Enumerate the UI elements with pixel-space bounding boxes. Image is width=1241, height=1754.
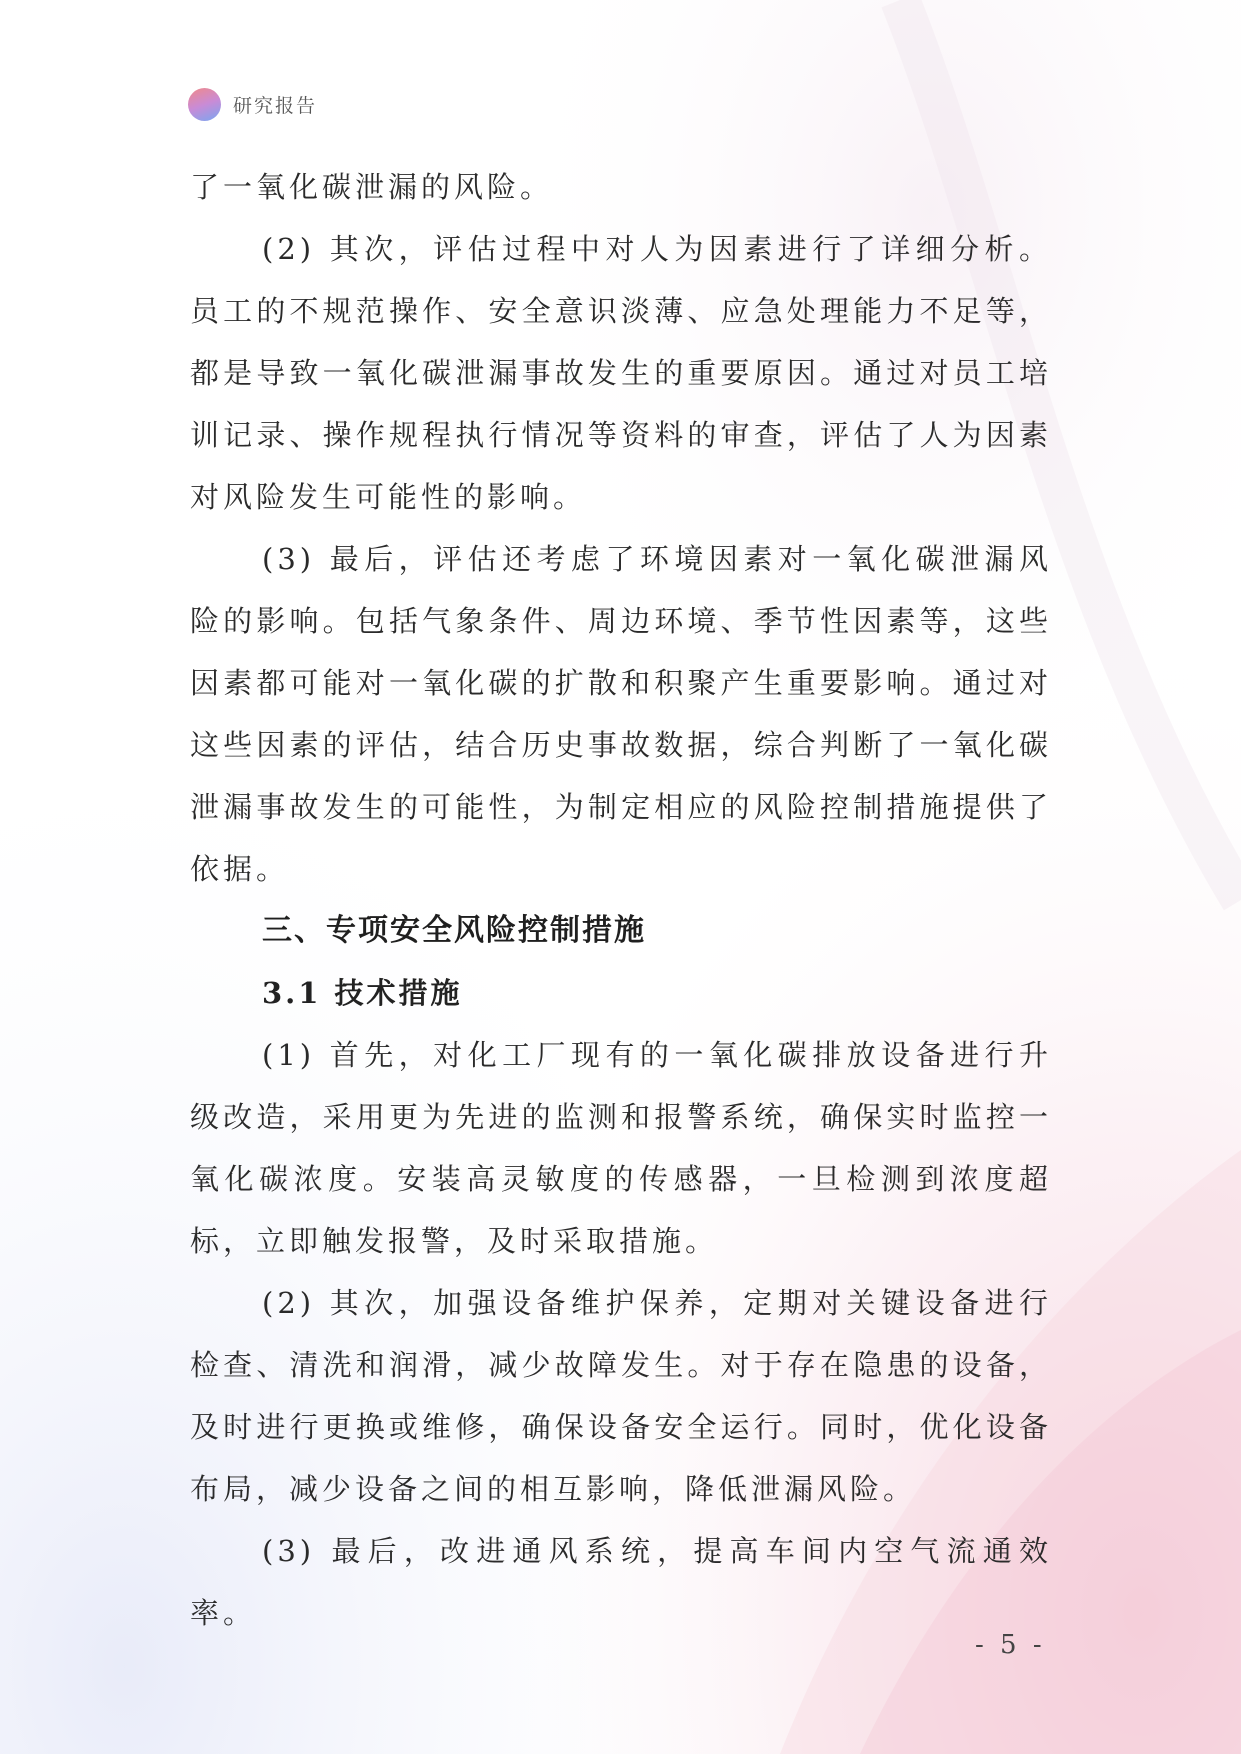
header-title: 研究报告 xyxy=(233,95,318,117)
paragraph-ventilation: (3) 最后，改进通风系统，提高车间内空气流通效率。 xyxy=(190,1534,1052,1630)
page-number: - 5 - xyxy=(975,1630,1046,1660)
paragraph-environmental-factors: (3) 最后，评估还考虑了环境因素对一氧化碳泄漏风险的影响。包括气象条件、周边环境、季节性因素等，这些因素都可能对一氧化碳的扩散和积聚产生重要影响。通过对这些因素的评估，结合历史事故数据，综合判断了一氧化碳泄漏事故发生的可能性，为制定相应的风险控制措施提供了依据。 xyxy=(190,542,1052,886)
logo-circle-icon xyxy=(188,88,221,121)
paragraph-equipment-upgrade: (1) 首先，对化工厂现有的一氧化碳排放设备进行升级改造，采用更为先进的监测和报警系统，确保实时监控一氧化碳浓度。安装高灵敏度的传感器，一旦检测到浓度超标，立即触发报警，及时采取措施。 xyxy=(190,1038,1052,1258)
body-content xyxy=(190,156,1052,1644)
subsection-heading: 3.1 技术措施 xyxy=(262,976,463,1010)
paragraph-maintenance: (2) 其次，加强设备维护保养，定期对关键设备进行检查、清洗和润滑，减少故障发生。对于存在隐患的设备，及时进行更换或维修，确保设备安全运行。同时，优化设备布局，减少设备之间的相互影响，降低泄漏风险。 xyxy=(190,1286,1052,1506)
paragraph-continuation: 了一氧化碳泄漏的风险。 xyxy=(190,170,554,204)
paragraph-human-factors: (2) 其次，评估过程中对人为因素进行了详细分析。员工的不规范操作、安全意识淡薄、应急处理能力不足等，都是导致一氧化碳泄漏事故发生的重要原因。通过对员工培训记录、操作规程执行情况等资料的审查，评估了人为因素对风险发生可能性的影响。 xyxy=(190,232,1052,514)
section-heading: 三、专项安全风险控制措施 xyxy=(262,913,646,948)
page-header xyxy=(188,88,317,121)
